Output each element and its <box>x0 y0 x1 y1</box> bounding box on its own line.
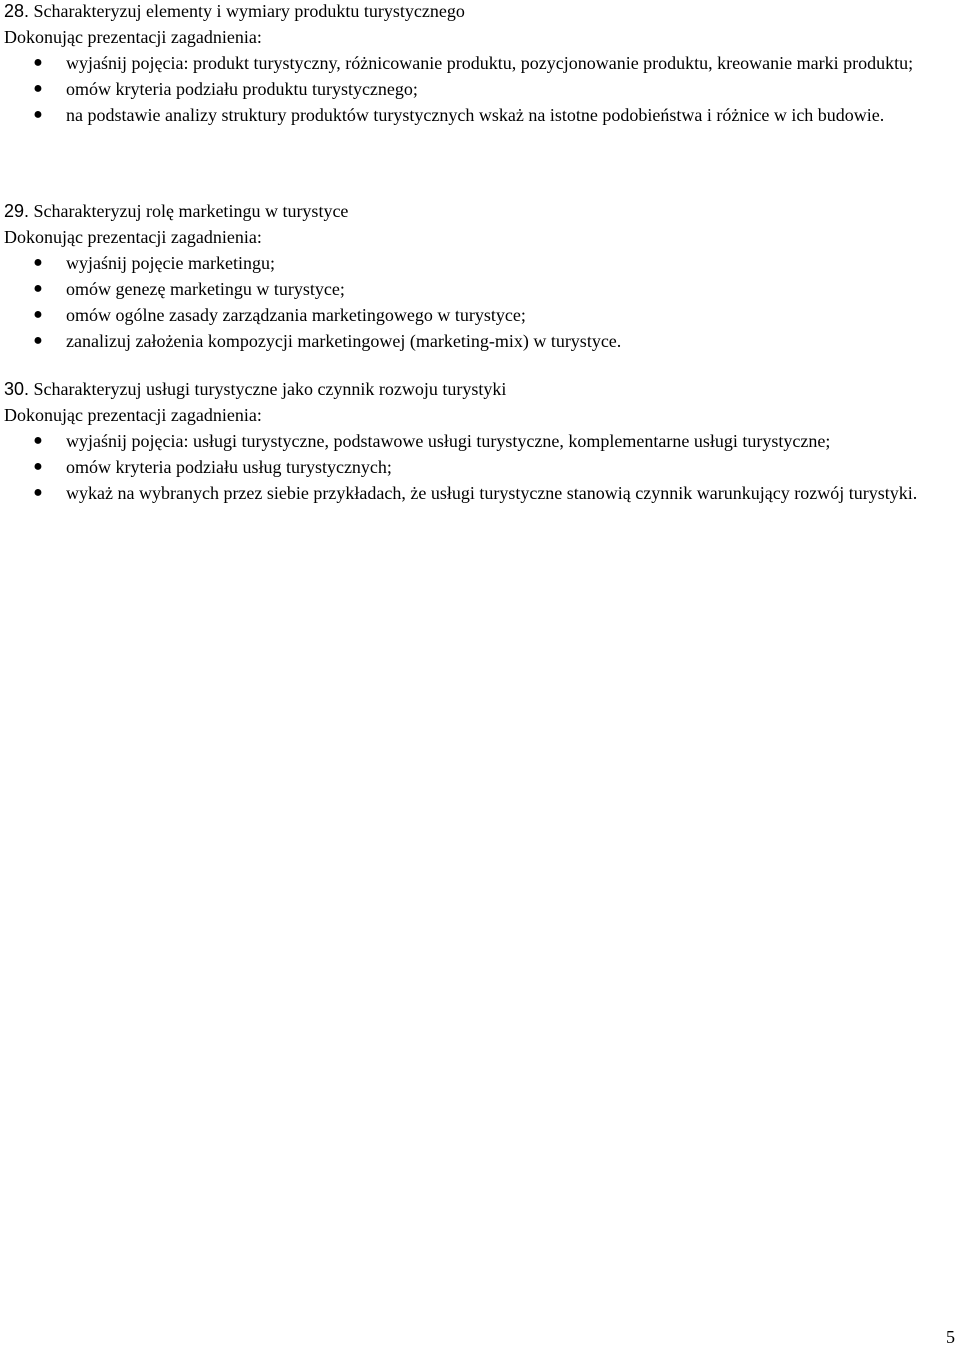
section-title <box>4 198 956 224</box>
section-28 <box>4 0 956 128</box>
list-item <box>4 302 956 328</box>
list-item-text: wykaż na wybranych przez siebie przykładach, że usługi turystyczne stanowią czynnik warunkujący rozwój turystyki. <box>66 483 918 503</box>
list-item <box>4 328 956 354</box>
page-number: 5 <box>946 1327 955 1347</box>
bullet-icon: ● <box>33 80 43 97</box>
section-title-text: Scharakteryzuj elementy i wymiary produktu turystycznego <box>33 1 465 21</box>
section-number: 30. <box>4 379 30 399</box>
bullet-icon: ● <box>33 306 43 323</box>
list-item <box>4 276 956 302</box>
bullet-icon: ● <box>33 280 43 297</box>
section-title-text: Scharakteryzuj rolę marketingu w turystyce <box>33 201 349 221</box>
bullet-icon: ● <box>33 484 43 501</box>
list-item-text: wyjaśnij pojęcie marketingu; <box>66 253 275 273</box>
list-item <box>4 428 956 454</box>
list-item-text: omów ogólne zasady zarządzania marketingowego w turystyce; <box>66 305 526 325</box>
section-intro: Dokonując prezentacji zagadnienia: <box>4 405 262 425</box>
section-number: 29. <box>4 201 30 221</box>
section-intro: Dokonując prezentacji zagadnienia: <box>4 27 262 47</box>
list-item <box>4 454 956 480</box>
list-item-text: omów kryteria podziału usług turystycznych; <box>66 457 392 477</box>
bullet-list <box>4 50 956 128</box>
list-item-text: wyjaśnij pojęcia: usługi turystyczne, podstawowe usługi turystyczne, komplementarne usługi turystyczne; <box>66 431 831 451</box>
list-item <box>4 102 956 128</box>
section-title <box>4 376 956 402</box>
section-30 <box>4 376 956 506</box>
bullet-icon: ● <box>33 106 43 123</box>
bullet-list <box>4 428 956 506</box>
bullet-list <box>4 250 956 354</box>
bullet-icon: ● <box>33 332 43 349</box>
bullet-icon: ● <box>33 54 43 71</box>
list-item-text: zanalizuj założenia kompozycji marketingowej (marketing-mix) w turystyce. <box>66 331 622 351</box>
section-title-text: Scharakteryzuj usługi turystyczne jako czynnik rozwoju turystyki <box>33 379 507 399</box>
list-item <box>4 250 956 276</box>
list-item <box>4 480 956 506</box>
list-item-text: wyjaśnij pojęcia: produkt turystyczny, różnicowanie produktu, pozycjonowanie produktu, kreowanie marki produktu; <box>66 53 914 73</box>
bullet-icon: ● <box>33 432 43 449</box>
list-item-text: na podstawie analizy struktury produktów turystycznych wskaż na istotne podobieństwa i różnice w ich budowie. <box>66 105 885 125</box>
section-intro: Dokonując prezentacji zagadnienia: <box>4 227 262 247</box>
list-item-text: omów kryteria podziału produktu turystycznego; <box>66 79 418 99</box>
list-item <box>4 50 956 76</box>
section-title <box>4 0 956 24</box>
section-29 <box>4 198 956 354</box>
bullet-icon: ● <box>33 458 43 475</box>
list-item-text: omów genezę marketingu w turystyce; <box>66 279 345 299</box>
section-number: 28. <box>4 1 30 21</box>
bullet-icon: ● <box>33 254 43 271</box>
list-item <box>4 76 956 102</box>
